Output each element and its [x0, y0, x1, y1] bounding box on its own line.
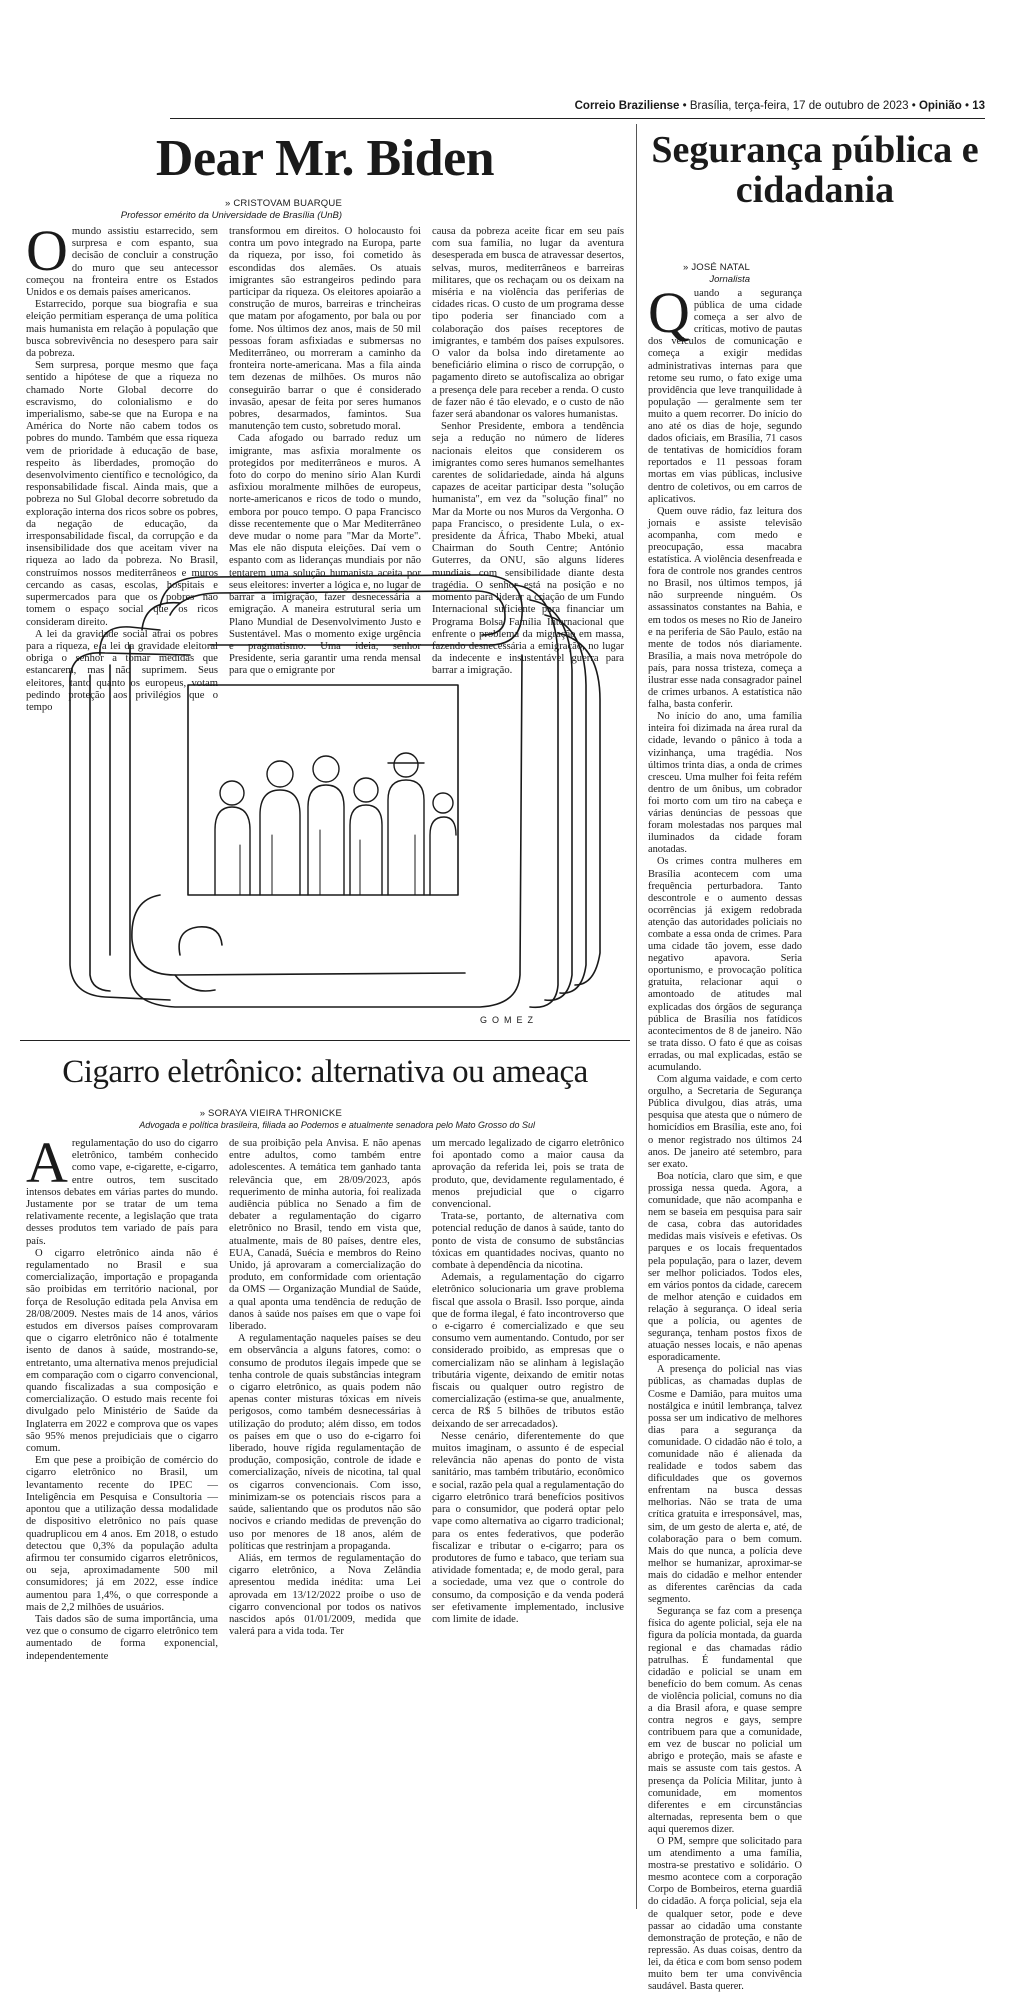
article-paragraph: O PM, sempre que solicitado para um atendimento a uma família, mostra-se prestativo e solidário. O mesmo acontece com a corporação Corpo de Bombeiros, eterna guardiã do cidadão. A força policial, seja ela de qualquer setor, pode e deve passar ao cidadão uma constante demonstração de proteção, e não de repressão. As duas coisas, dentro da lei, da ética e com bom senso podem muito bem ter uma convivência saudável. Basta querer.: [648, 1836, 802, 1993]
article-paragraph: Quem ouve rádio, faz leitura dos jornais e assiste televisão acompanha, com medo e preocupação, essa macabra estatística. A violência desenfreada e fora de controle nos grandes centros no Brasil, nos últimos tempos, já não surpreende ninguém. Os assassinatos constantes na Bahia, e em todos os meses no Rio de Janeiro e na periferia de São Paulo, estão na mente de todos nós diariamente. Brasília, a mais nova metrópole do país, para nossa tristeza, começa a ilustrar esse nada consagrador painel de crimes urbanos. A estatística não falha, basta conferir.: [648, 505, 802, 711]
byline-marker: »: [683, 262, 692, 273]
article-paragraph: A regulamentação naqueles países se deu em observância a alguns fatores, como: o consumo de produtos ilegais impede que se tenha controle de quais substâncias integram o cigarro eletrônico, as quais podem não apenas conter misturas tóxicas em níveis perigosos, como também desnecessárias à utilização do produto; além disso, em todos os países em que o uso do e-cigarro foi liberado, houve rígida regulamentação de produção, composição, controle de idade e comercialização, níveis de nicotina, tal qual os cigarros convencionais. Com isso, minimizam-se os potenciais riscos para a saúde, salientando que os produtos não são nocivos e criando medidas de prevenção do uso por menores de 18 anos, além de políticas que restrinjam a propaganda.: [229, 1333, 421, 1552]
article-paragraph: Com alguma vaidade, e com certo orgulho, a Secretaria de Segurança Pública divulgou, dias atrás, uma pesquisa que atesta que o número de homicídios em Brasília, este ano, foi o menor registrado nos últimos 24 anos. De janeiro até setembro, para ser exato.: [648, 1074, 802, 1170]
bottom-article-author: [20, 1108, 342, 1119]
drop-cap: A: [26, 1130, 68, 1195]
article-paragraph: transformou em direitos. O holocausto foi contra um povo integrado na Europa, parte da riqueza, por isso, foi cometido às escondidas dos alemães. Os atuais imigrantes são estrangeiros pedindo para participar da riqueza. Os eleitores apoiarão a construção de muros, barreiras e trincheiras que matam por afogamento, por bala ou por fome. Nos últimos dez anos, mais de 50 mil pessoas foram asfixiadas e submersas no Mediterrâneo, ou morreram a caminho da fronteira norte-americana. Mas a fila ainda tem dezenas de milhões. Os muros não conseguirão barrar o que é considerado invasão, apesar de feita por seres humanos pobres, desarmados, famintos. Sua manutenção tem custo, sobretudo moral.: [229, 226, 421, 433]
article-paragraph: [648, 280, 802, 506]
article-paragraph: Em que pese a proibição de comércio do cigarro eletrônico no Brasil, um levantamento recente do IPEC — Inteligência em Pesquisa e Consultoria — apontou que a utilização dessa modalidade de dispositivo eletrônico no país quase quadruplicou em 4 anos. Em 2018, o estudo detectou que 0,3% da população adulta afirmou ter consumido cigarros eletrônicos, ou seja, aproximadamente 500 mil consumidores; já em 2022, esse índice aumentou para 1,4%, o que corresponde a mais de 2,2 milhões de usuários.: [26, 1455, 218, 1613]
byline-marker: »: [225, 198, 234, 209]
author-name: SORAYA VIEIRA THRONICKE: [208, 1108, 342, 1119]
article-paragraph: No início do ano, uma família inteira foi dizimada na área rural da cidade, levando o pânico à toda a vizinhança, uma tragédia. Nos últimos trinta dias, a onda de crimes cresceu. Uma mulher foi feita refém dentro de um ônibus, um cobrador foi morto com um tiro na cabeça e várias denúncias de pessoas que foram molestadas nos parques mal iluminados da cidade foram anotadas.: [648, 711, 802, 856]
page-header: [170, 100, 985, 118]
byline-marker: »: [199, 1108, 209, 1119]
main-article-column-1: [26, 218, 218, 713]
bottom-article-column-3: [432, 1138, 624, 1906]
page-number: 13: [972, 100, 985, 112]
cartoon-drawing: [10, 545, 630, 1030]
article-paragraph: Ademais, a regulamentação do cigarro eletrônico solucionaria um grave problema fiscal que assola o Brasil. Isso porque, ainda que de forma ilegal, é fato incontroverso que o e-cigarro é comercializado e que seu consumo vem aumentando. Contudo, por ser considerado proibido, as empresas que o comercializam não se alinham à legislação tributária vigente, deixando de emitir notas fiscais ou qualquer outro registro de comercialização (estima-se que, anualmente, cerca de R$ 5 bilhões de tributos estão deixando de ser arrecadados).: [432, 1272, 624, 1430]
place-date: Brasília, terça-feira, 17 de outubro de 2023: [689, 100, 909, 112]
section-name: Opinião: [918, 100, 962, 112]
article-paragraph: [26, 1130, 218, 1248]
paragraph-text: uando a segurança pública de uma cidade começa a ser alvo de críticas, motivo de pautas dos veículos de comunicação e começa a exigir medidas administrativas internas para que retome seu rumo, o fato exige uma providência que leve tranquilidade à população — geralmente sem ter muito a quem recorrer. Do início do ano até os dias de hoje, segundo dados oficiais, em Brasília, 71 casos de tentativas de homicídios foram reportados e 11 pessoas foram mortas em vias públicas, inclusive dentro de coletivos, ou em carros de aplicativos.: [648, 288, 802, 505]
article-paragraph: A presença do policial nas vias públicas, as chamadas duplas de Cosme e Damião, para muitos uma nostálgica e inútil lembrança, talvez possa ser um indicativo de melhores dias para a segurança da comunidade. O cidadão não é tolo, a comunidade não é alienada da realidade e todos sabem das dificuldades que os governos enfrentam na busca dessas melhorias. Não se trata de uma crítica gratuita e irresponsável, mas, sim, de um gesto de alerta e, até, de colaboração para o bem comum. Mais do que nunca, a polícia deve melhor se humanizar, aproximar-se mais do cidadão e melhor entender as diferentes carências da cada segmento.: [648, 1364, 802, 1606]
header-separator: •: [911, 100, 919, 112]
main-article-author: [20, 198, 342, 209]
article-paragraph: O cigarro eletrônico ainda não é regulamentado no Brasil e sua comercialização, importação e propaganda são proibidas em território nacional, por força de Resolução editada pela Anvisa em 28/08/2009. Nestes mais de 14 anos, vários estudos em diversos países comprovaram que o cigarro eletrônico não é totalmente isento de danos à saúde, mostrando-se, entretanto, uma alternativa menos prejudicial em comparação com o cigarro convencional, quando fiscalizadas a sua composição e comercialização. O estudo mais recente foi divulgado pelo Ministério de Saúde da Inglaterra em 2022 e comprova que os vapes são 95% menos prejudiciais que o cigarro comum.: [26, 1247, 218, 1455]
article-paragraph: de sua proibição pela Anvisa. E não apenas entre adultos, como também entre adolescentes. A temática tem ganhado tanta relevância que, em 28/09/2023, após requerimento de minha autoria, foi realizada audiência pública no Senado a fim de debater a regulamentação do cigarro eletrônico no Brasil, tendo em vista que, atualmente, mais de 80 países, dentre eles, EUA, Canadá, Suécia e membros do Reino Unido, já aprovaram a comercialização do produto, em conformidade com orientação da OMS — Organização Mundial de Saúde, a qual aponta uma tendência de redução de danos à saúde nos países em que o vape foi liberado.: [229, 1138, 421, 1333]
article-paragraph: Os crimes contra mulheres em Brasília acontecem com uma frequência perturbadora. Tanto descontrole e o aumento dessas ocorrências já exigem redobrada atenção das autoridades policiais no combate a essa onda de crimes. Para uma cidade tão jovem, esse dado negativo apavora. Seria oportunismo, e provocação política gratuita, relacionar aqui o amontoado de atitudes mal explicadas dos órgãos de segurança pública de Brasília nos fatídicos acontecimentos de 8 de janeiro. Não se trata disso. O fato é que as coisas erradas, ou mal explicadas, estão se acumulando.: [648, 856, 802, 1073]
article-paragraph: [26, 218, 218, 299]
article-paragraph: Estarrecido, porque sua biografia e sua eleição permitiam esperança de uma política mais humanista em relação à população que busca sobrevivência no desespero para sair da pobreza.: [26, 299, 218, 360]
article-paragraph: Tais dados são de suma importância, uma vez que o consumo de cigarro eletrônico tem aumentado de forma exponencial, independentemente: [26, 1613, 218, 1662]
column-divider: [636, 124, 637, 1909]
article-paragraph: Aliás, em termos de regulamentação do cigarro eletrônico, a Nova Zelândia apresentou medida inédita: uma Lei aprovada em 13/12/2022 proíbe o uso de cigarro convencional por todos os nativos nascidos após 01/01/2009, medida que valerá para a vida toda. Ter: [229, 1552, 421, 1638]
article-paragraph: Cada afogado ou barrado reduz um imigrante, mas asfixia moralmente os protegidos por mediterrâneos e muros. A foto do corpo do menino sírio Alan Kurdi asfixiou moralmente milhões de europeus, norte-americanos e ricos de todo o mundo, embora por pouco tempo. O papa Francisco disse recentemente que o Mar Mediterrâneo deve mudar o nome para "Mar da Morte". Mas ele não disputa eleições. Daí vem o espanto com as lideranças mundiais por não tentarem uma solução humanista aceita por seus eleitores: inverter a lógica e, no lugar de barrar a imigração, fazer desnecessária a emigração. A maneira estrutural seria um Plano Mundial de Desenvolvimento Justo e Sustentável. Mas o momento exige urgência e pragmatismo. Uma ideia, senhor Presidente, seria garantir uma renda mensal para que o emigrante por: [229, 433, 421, 677]
illustration: [10, 545, 630, 1030]
article-paragraph: A lei da gravidade social atrai os pobres para a riqueza, e a lei da gravidade eleitoral obriga o senhor a tomar medidas que estancarem, mas não suprimem. Seus eleitores, tanto quanto os europeus, votam pedindo proteção aos privilégios que o tempo: [26, 628, 218, 713]
bottom-article-author-role: Advogada e política brasileira, filiada ao Podemos e atualmente senadora pelo Mato Grosso do Sul: [139, 1120, 535, 1130]
article-paragraph: Senhor Presidente, embora a tendência seja a redução no número de líderes nacionais eleitos que considerem os imigrantes como seres humanos semelhantes carentes de solidariedade, ainda há alguns capazes de aceitar participar desta "solução humanista", em vez da "solução final" no Mar da Morte ou nos Muros da Vergonha. O papa Francisco, o presidente Lula, o ex-presidente da África, Thabo Mbeki, atual Chairman do South Centre; António Guterres, da ONU, são alguns líderes mundiais com sensibilidade diante desta tragédia. O senhor está na posição e no momento para liderar a criação de um Fundo Internacional suficiente para financiar um Programa Bolsa Família Internacional que enfrente o problema da migração em massa, fazendo desnecessária a emigração, no lugar da indecente e insustentável guerra para barrar a imigração.: [432, 421, 624, 677]
side-article-author: [645, 262, 750, 273]
bottom-article-column-1: [26, 1130, 218, 1906]
main-article-title: Dear Mr. Biden: [155, 130, 495, 187]
author-name: JOSÉ NATAL: [691, 262, 750, 273]
article-paragraph: Nesse cenário, diferentemente do que muitos imaginam, o assunto é de especial relevância não apenas do ponto de vista sanitário, mas também tributário, econômico e social, razão pela qual a regulamentação do cigarro eletrônico trará benefícios positivos para o consumidor, que poderá optar pelo vape como alternativa ao cigarro tradicional; para os entes federativos, que poderão fiscalizar e tributar o e-cigarro; para os produtores de fumo e tabaco, que teriam sua atividade fomentada; e, de modo geral, para a sociedade, uma vez que o controle do consumo, da composição e da venda poderá ser efetivamente implementado, inclusive com limite de idade.: [432, 1430, 624, 1625]
main-article-author-role: Professor emérito da Universidade de Brasília (UnB): [120, 210, 342, 221]
article-paragraph: Segurança se faz com a presença física do agente policial, seja ele na figura da polícia montada, da guarda regional e das chamadas rádio patrulhas. É fundamental que cidadão e policial se unam em benefício do bem comum. As cenas de violência policial, comuns no dia a dia Brasil afora, e quase sempre contra negros e gays, sempre contribuem para que a comunidade, em vez de buscar no policial um abrigo e proteção, mais se afaste e mais se assuste com tais gestos. A presença da Polícia Militar, junto à comunidade, em momentos diferentes e em circunstâncias alternadas, representa bem o que aqui queremos dizer.: [648, 1606, 802, 1835]
main-article-column-2: [229, 226, 421, 677]
article-paragraph: Sem surpresa, porque mesmo que faça sentido a hipótese de que a riqueza no chamado Norte Global decorre do escravismo, do colonialismo e do imperialismo, sabe-se que na Europa e na América do Norte não cabem todos os pobres do mundo. Também que essa riqueza vem de prioridade à educação de base, respeito às liberdades, promoção do desenvolvimento científico e tecnológico, da responsabilidade fiscal. Ainda mais, que a pobreza no Sul Global decorre sobretudo da exploração interna dos ricos sobre os pobres, da negação de educação, da irresponsabilidade fiscal, da corrupção e da insensibilidade dos que aceitam viver na riqueza ao lado da pobreza. No Brasil, construímos nossos mediterrâneos e muros cercando as casas, escolas, hospitais e supermercados para que os pobres não tomem o espaço social que os ricos consideram direito.: [26, 360, 218, 628]
article-paragraph: causa da pobreza aceite ficar em seu país com sua família, no lugar da aventura desesperada em busca de atravessar desertos, selvas, muros, mediterrâneos e barreiras militares, que os rechaçam ou os deixam na miséria e na violência das periferias de cidades ricas. O custo de um programa desse tipo poderia ser financiado com a colaboração dos países receptores de imigrantes, e também dos países expulsores. O valor da bolsa indo diretamente ao beneficiário elimina o risco de corrupção, o pagamento direto se autofiscaliza ao obrigar a presença dele para receber a renda. O custo de fazer não é tão elevado, e o custo de não fazer será abandonar os valores humanistas.: [432, 226, 624, 421]
newspaper-name: Correio Braziliense: [574, 100, 680, 112]
main-article-column-3: [432, 226, 624, 677]
bottom-article-column-2: [229, 1138, 421, 1906]
header-separator: •: [964, 100, 973, 112]
side-article-author-role: Jornalista: [709, 274, 750, 285]
author-name: CRISTOVAM BUARQUE: [233, 198, 342, 209]
drop-cap: O: [26, 218, 68, 283]
article-paragraph: Trata-se, portanto, de alternativa com potencial redução de danos à saúde, tanto do ponto de vista de consumo de substâncias tóxicas em quantidades nocivas, quanto no combate à dependência da nicotina.: [432, 1211, 624, 1272]
side-article-column: [648, 280, 802, 1993]
paragraph-text: mundo assistiu estarrecido, sem surpresa e com espanto, sua decisão de concluir a construção do muro que seu antecessor começou na fronteira entre os Estados Unidos e os demais países americanos.: [26, 226, 218, 299]
paragraph-text: regulamentação do uso do cigarro eletrônico, também conhecido como vape, e-cigarette, e-cigarro, entre outros, tem suscitado intensos debates em várias partes do mundo. Justamente por se tratar de um tema relativamente recente, a legislação que trata desses produtos tem variado de país para país.: [26, 1138, 218, 1247]
illustration-signature: GOMEZ: [480, 1015, 538, 1025]
article-paragraph: Boa notícia, claro que sim, e que prossiga nessa queda. Agora, a comunidade, que não acompanha e nem se baseia em pesquisa para sair de casa, cobra das autoridades medidas mais visíveis e efetivas. Os parques e os locais frequentados pela população, para o lazer, devem ser melhor policiados. Todos eles, em vários pontos da cidade, carecem de melhor atenção e cuidados em relação à segurança. O ideal seria que a polícia, ou agentes de segurança, tenham postos fixos de atuação nesses locais, e não apenas esporadicamente.: [648, 1170, 802, 1364]
section-rule: [20, 1040, 630, 1041]
article-paragraph: um mercado legalizado de cigarro eletrônico foi apontado como a maior causa da aprovação da referida lei, pois se trata de produto, que, devidamente regulamentado, é menos prejudicial que o cigarro convencional.: [432, 1138, 624, 1211]
bottom-article-title: Cigarro eletrônico: alternativa ou ameaça: [62, 1054, 588, 1090]
header-rule: [170, 118, 985, 119]
side-article-title: Segurança pública e cidadania: [651, 129, 979, 211]
header-separator: •: [682, 100, 690, 112]
drop-cap: Q: [648, 280, 690, 345]
